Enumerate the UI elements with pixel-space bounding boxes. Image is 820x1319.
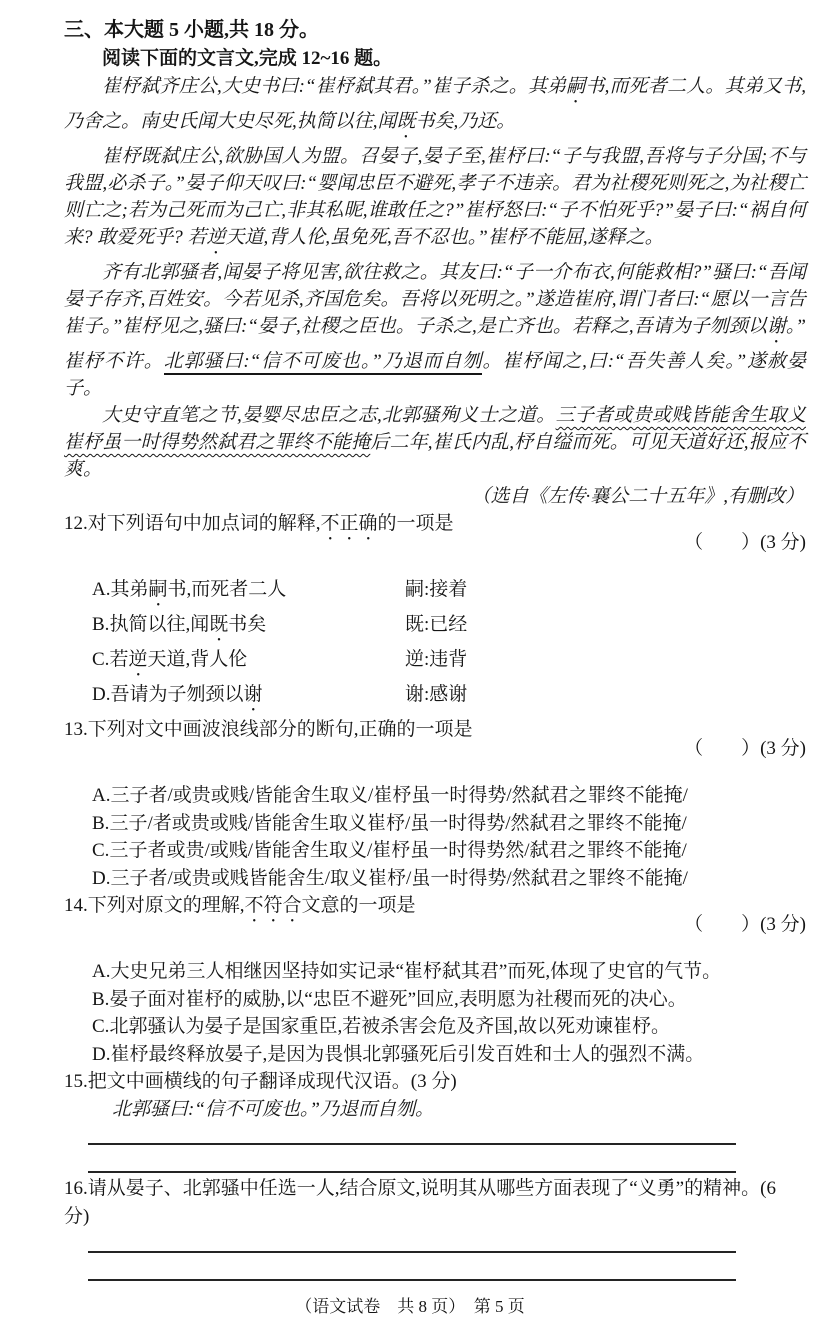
stem-text: 下列对文中画波浪线部分的断句,正确的一项是: [87, 719, 473, 740]
stem-text: 把文中画横线的句子翻译成现代汉语。(3 分): [87, 1071, 457, 1092]
passage-text: 。崔杼闻之,曰:“吾失善人矣。”遂赦晏子。: [64, 351, 806, 399]
score-label: (3 分): [760, 532, 806, 553]
passage-text: 齐有北郭骚者,闻晏子将见害,欲往救之。其友曰:“子一介布衣,何能救相?”骚曰:“吾闻晏子存齐,百姓安。今若见杀,齐国危矣。吾将以死明之。”遂造崔府,谓门者曰:“愿以一言告崔子。”崔杼见之,骚曰:“晏子,社稷之臣也。子杀之,是亡齐也。若释之,吾请为子刎颈以: [64, 262, 806, 337]
passage-text: 书,而死者二人。其弟又书,乃舍之。南史氏闻大史尽死,执简以往,闻: [64, 76, 806, 132]
option-label: A.: [92, 785, 111, 806]
question-number: 16.: [64, 1178, 88, 1199]
passage-paragraph-4: [64, 402, 806, 483]
option-label: B.: [92, 812, 110, 834]
option-d: [64, 681, 806, 716]
option-c: [64, 837, 806, 865]
dotted-word: 嗣: [148, 579, 168, 600]
option-a: [64, 958, 806, 986]
wavy-underlined-sentence: 三子者或贵或贱皆能舍生取义崔杼虽一时得势然弑君之罪终不能掩: [64, 405, 806, 453]
option-gloss: 既:已经: [405, 614, 468, 635]
question-12-stem-row: [64, 510, 806, 576]
passage-text: 崔杼弑齐庄公,大史书曰:“崔杼弑其君。”崔子杀之。其弟: [102, 76, 567, 97]
question-16-stem: [64, 1175, 806, 1231]
passage-text: 天道,背人伦,虽免死,吾不忍也。”崔杼不能屈,遂释之。: [225, 227, 664, 248]
option-label: B.: [92, 614, 110, 635]
option-text: 三子者或贵/或贱/皆能舍生取义/崔杼虽一时得势然/弑君之罪终不能掩/: [109, 840, 687, 861]
passage-text: 大史守直笔之节,晏婴尽忠臣之志,北郭骚殉义士之道。: [102, 405, 556, 426]
answer-writing-line: [88, 1145, 736, 1173]
option-label: B.: [92, 988, 110, 1010]
question-number: 14.: [64, 895, 88, 916]
dotted-word: 既: [209, 614, 229, 635]
dotted-word: 逆: [128, 649, 148, 670]
stem-text: 的一项是: [377, 513, 454, 534]
passage-text: 书矣,乃还。: [415, 111, 516, 132]
option-d: [64, 1041, 806, 1069]
option-text: 执简以往,闻: [109, 614, 210, 635]
option-text: 吾请为子刎颈以: [110, 684, 244, 705]
dotted-word: 谢: [243, 684, 263, 705]
option-text: 其弟: [110, 579, 149, 600]
option-text: 晏子面对崔杼的威胁,以“忠臣不避死”回应,表明愿为社稷而死的决心。: [109, 988, 687, 1010]
dotted-stem-word: 不符合: [244, 895, 302, 916]
stem-text: 请从晏子、北郭骚中任选一人,结合原文,说明其从哪些方面表现了“义勇”的精神。(6 分): [64, 1178, 776, 1227]
passage-paragraph-1: [64, 73, 806, 143]
question-14-stem-row: [64, 892, 806, 958]
dotted-word: 谢: [766, 316, 786, 337]
option-c: [64, 1013, 806, 1041]
question-12: [64, 510, 806, 716]
option-label: C.: [92, 840, 110, 861]
answer-blank-and-score: [684, 735, 806, 763]
answer-writing-line: [88, 1231, 736, 1253]
option-text: 三子/者或贵或贱/皆能舍生取义崔杼/虽一时得势/然弑君之罪终不能掩/: [109, 812, 687, 834]
answer-writing-line: [88, 1123, 736, 1145]
question-12-stem: [64, 510, 454, 576]
answer-writing-line: [88, 1253, 736, 1281]
question-15: [64, 1068, 806, 1173]
page-footer: （语文试卷 共 8 页） 第 5 页: [295, 1297, 525, 1316]
passage-paragraph-3: [64, 259, 806, 402]
option-gloss: 嗣:接着: [405, 579, 468, 600]
option-b: [64, 611, 806, 646]
option-text: 崔杼最终释放晏子,是因为畏惧北郭骚死后引发百姓和士人的强烈不满。: [110, 1043, 705, 1065]
option-text: 书矣: [228, 614, 267, 635]
stem-text: 文意的一项是: [301, 895, 416, 916]
option-label: A.: [92, 579, 111, 600]
option-text: 三子者/或贵或贱皆能舍生/取义崔杼/虽一时得势/然弑君之罪终不能掩/: [110, 867, 688, 889]
answer-blank-and-score: [684, 529, 806, 557]
question-14: [64, 892, 806, 1068]
question-16: [64, 1175, 806, 1281]
answer-blank-and-score: [684, 911, 806, 939]
option-d: [64, 865, 806, 893]
underlined-sentence: 北郭骚曰:“信不可废也。”乃退而自刎: [164, 351, 483, 375]
question-13-stem-row: [64, 716, 806, 782]
passage-source: （选自《左传·襄公二十五年》,有删改）: [471, 486, 804, 507]
exam-paper: [64, 16, 806, 1319]
question-13-stem: [64, 716, 473, 782]
translation-source-sentence: 北郭骚曰:“信不可废也。”乃退而自刎。: [112, 1099, 434, 1120]
dotted-word: 既: [396, 111, 416, 132]
question-number: 12.: [64, 513, 88, 534]
passage-text: 。”崔杼不许。: [64, 316, 806, 372]
option-label: D.: [92, 867, 111, 889]
option-text: 北郭骚认为晏子是国家重臣,若被杀害会危及齐国,故以死劝谏崔杼。: [109, 1016, 670, 1037]
option-text: 若: [109, 649, 129, 670]
option-label: D.: [92, 1043, 111, 1065]
passage-instruction: 阅读下面的文言文,完成 12~16 题。: [102, 48, 393, 69]
option-b: [64, 986, 806, 1014]
answer-bracket: （ ）: [684, 914, 761, 935]
dotted-word: 逆: [206, 227, 226, 248]
score-label: (3 分): [760, 738, 806, 759]
option-c: [64, 646, 806, 681]
classical-passage: [64, 73, 806, 510]
dotted-word: 嗣: [566, 76, 586, 97]
question-13: [64, 716, 806, 892]
option-text: 三子者/或贵或贱/皆能舍生取义/崔杼虽一时得势/然弑君之罪终不能掩/: [110, 785, 688, 806]
question-number: 15.: [64, 1071, 88, 1092]
passage-text: 后二年,崔氏内乱,杼自缢而死。可见天道好还,报应不爽。: [64, 432, 806, 480]
option-a: [64, 782, 806, 810]
stem-text: 对下列语句中加点词的解释,: [87, 513, 321, 534]
option-label: A.: [92, 961, 111, 982]
passage-paragraph-2: [64, 143, 806, 259]
option-b: [64, 810, 806, 838]
option-gloss: 逆:违背: [405, 649, 468, 670]
option-text: 天道,背人伦: [147, 649, 248, 670]
option-label: C.: [92, 649, 110, 670]
option-text: 书,而死者二人: [167, 579, 287, 600]
option-label: D.: [92, 684, 111, 705]
stem-text: 下列对原文的理解,: [87, 895, 245, 916]
passage-text: 崔杼既弑庄公,欲胁国人为盟。召晏子,晏子至,崔杼曰:“子与我盟,吾将与子分国;不与我盟,必杀子。”晏子仰天叹曰:“婴闻忠臣不避死,孝子不违亲。君为社稷死则死之,为社稷亡则亡之;若为己死而为己亡,非其私昵,谁敢任之?”崔杼怒曰:“子不怕死乎?”晏子曰:“祸自何来? 敢爱死乎? 若: [64, 146, 806, 248]
answer-bracket: （ ）: [684, 738, 761, 759]
option-gloss: 谢:感谢: [405, 684, 468, 705]
question-14-stem: [64, 892, 416, 958]
score-label: (3 分): [760, 914, 806, 935]
question-15-stem: [64, 1068, 806, 1096]
section-title: 三、本大题 5 小题,共 18 分。: [64, 19, 319, 41]
option-a: [64, 576, 806, 611]
dotted-stem-word: 不正确: [320, 513, 378, 534]
question-number: 13.: [64, 719, 88, 740]
answer-bracket: （ ）: [684, 532, 761, 553]
option-label: C.: [92, 1016, 110, 1037]
option-text: 大史兄弟三人相继因坚持如实记录“崔杼弑其君”而死,体现了史官的气节。: [110, 961, 722, 982]
